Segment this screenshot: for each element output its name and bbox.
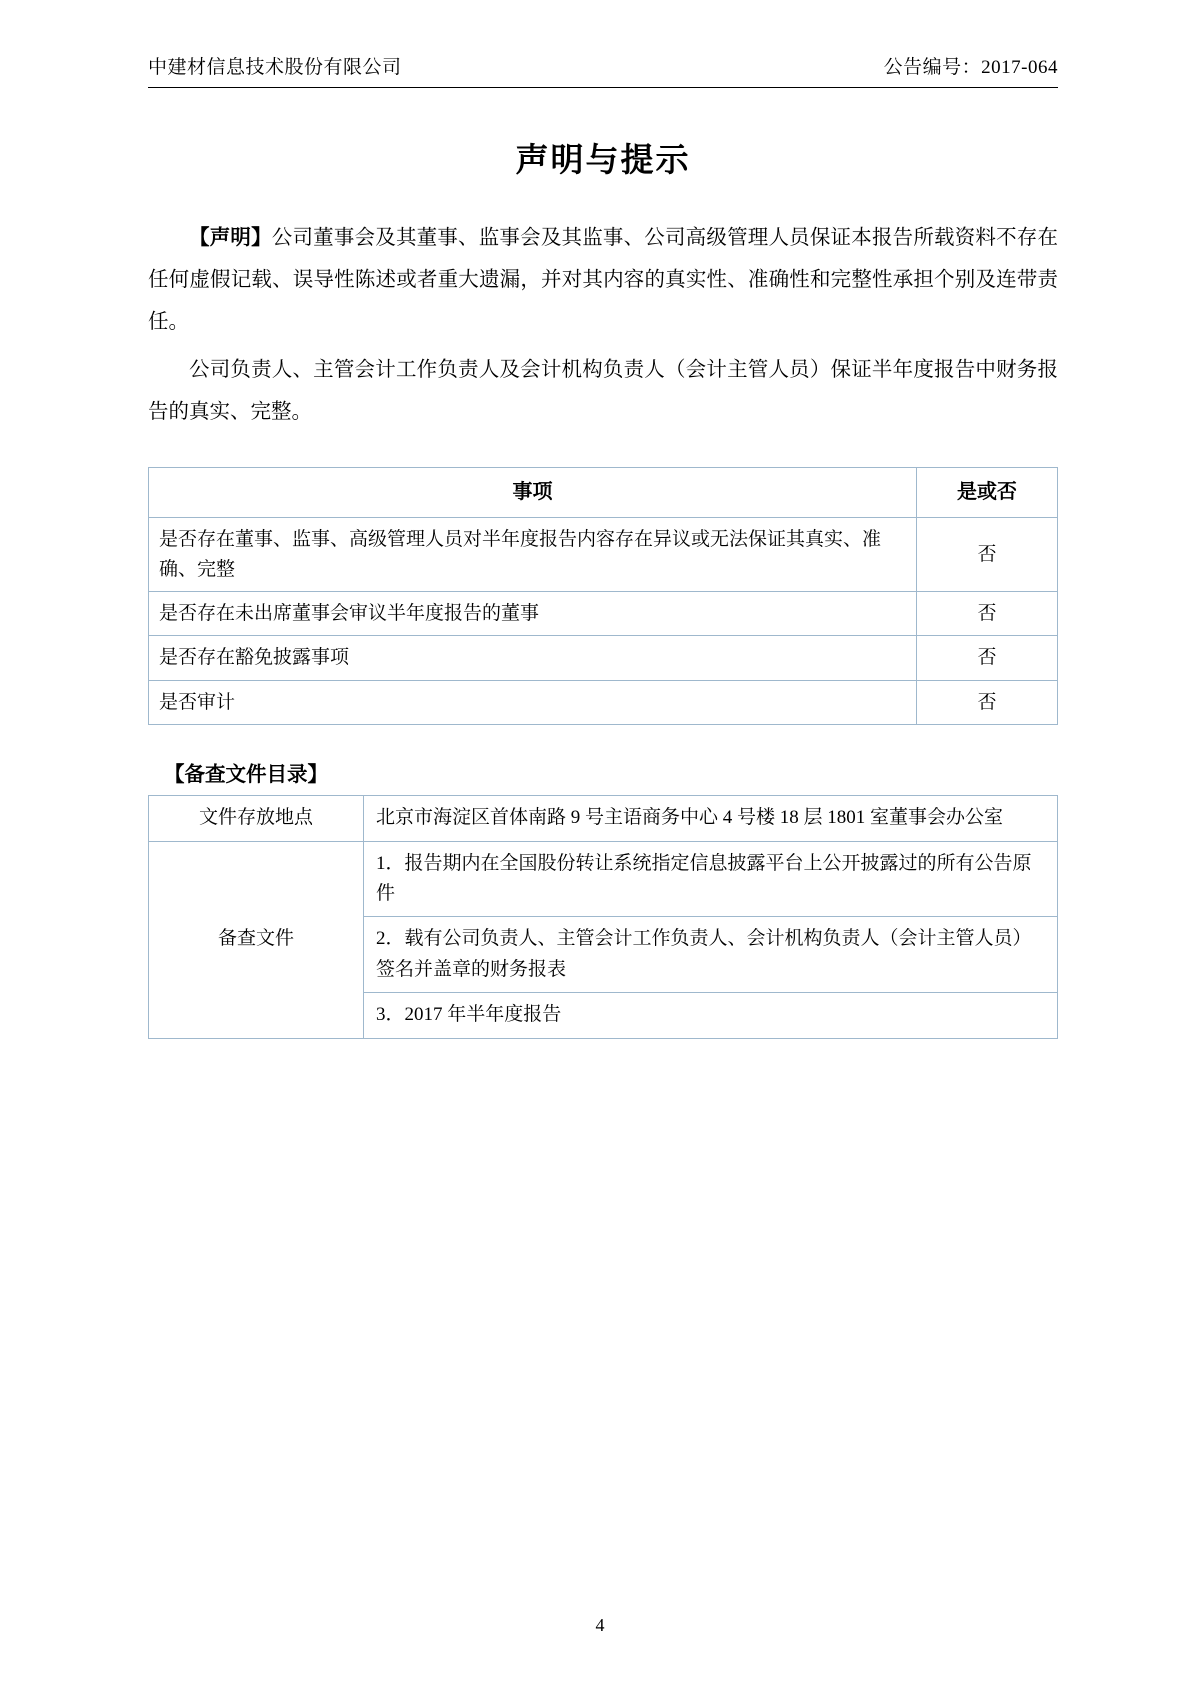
table-header-row [149, 468, 1058, 518]
announcement-number: 2017-064 [981, 57, 1058, 78]
page-number: 4 [595, 1615, 605, 1635]
reference-document-item: 1．报告期内在全国股份转让系统指定信息披露平台上公开披露过的所有公告原件 [364, 841, 1058, 917]
statement-paragraph-1 [148, 217, 1058, 343]
matter-text: 是否审计 [149, 680, 917, 724]
table-row [149, 841, 1058, 917]
reference-document-item: 3．2017 年半年度报告 [364, 993, 1058, 1038]
page-content [148, 52, 1058, 1039]
column-header-matter: 事项 [149, 468, 917, 518]
header-announcement [884, 52, 1058, 79]
table-row [149, 518, 1058, 592]
table-row [149, 796, 1058, 841]
header-company-name: 中建材信息技术股份有限公司 [148, 57, 402, 78]
announcement-label: 公告编号： [883, 57, 982, 78]
column-header-answer: 是或否 [917, 468, 1058, 518]
matter-text: 是否存在豁免披露事项 [149, 636, 917, 680]
statement-lead-label: 【声明】 [189, 227, 272, 249]
table-row [149, 636, 1058, 680]
reference-documents-label: 备查文件 [149, 841, 364, 1038]
page-header [148, 52, 1058, 88]
matter-text: 是否存在董事、监事、高级管理人员对半年度报告内容存在异议或无法保证其真实、准确、完整 [149, 518, 917, 592]
document-location-label: 文件存放地点 [149, 796, 364, 841]
reference-documents-table [148, 795, 1058, 1038]
reference-documents-heading: 【备查文件目录】 [164, 764, 328, 787]
matter-text: 是否存在未出席董事会审议半年度报告的董事 [149, 591, 917, 635]
table-row [149, 680, 1058, 724]
document-location-value: 北京市海淀区首体南路 9 号主语商务中心 4 号楼 18 层 1801 室董事会办公室 [364, 796, 1058, 841]
table-row [149, 591, 1058, 635]
matters-table [148, 467, 1058, 725]
matter-answer: 否 [917, 636, 1058, 680]
reference-document-item: 2．载有公司负责人、主管会计工作负责人、会计机构负责人（会计主管人员）签名并盖章的财务报表 [364, 917, 1058, 993]
statement-paragraph-1-text: 公司董事会及其董事、监事会及其监事、公司高级管理人员保证本报告所载资料不存在任何虚假记载、误导性陈述或者重大遗漏，并对其内容的真实性、准确性和完整性承担个别及连带责任。 [148, 227, 1058, 334]
page-title: 声明与提示 [515, 143, 691, 179]
matter-answer: 否 [917, 591, 1058, 635]
matter-answer: 否 [917, 518, 1058, 592]
statement-paragraph-2-text: 公司负责人、主管会计工作负责人及会计机构负责人（会计主管人员）保证半年度报告中财务报告的真实、完整。 [148, 359, 1058, 424]
statement-paragraph-2 [148, 349, 1058, 433]
matter-answer: 否 [917, 680, 1058, 724]
